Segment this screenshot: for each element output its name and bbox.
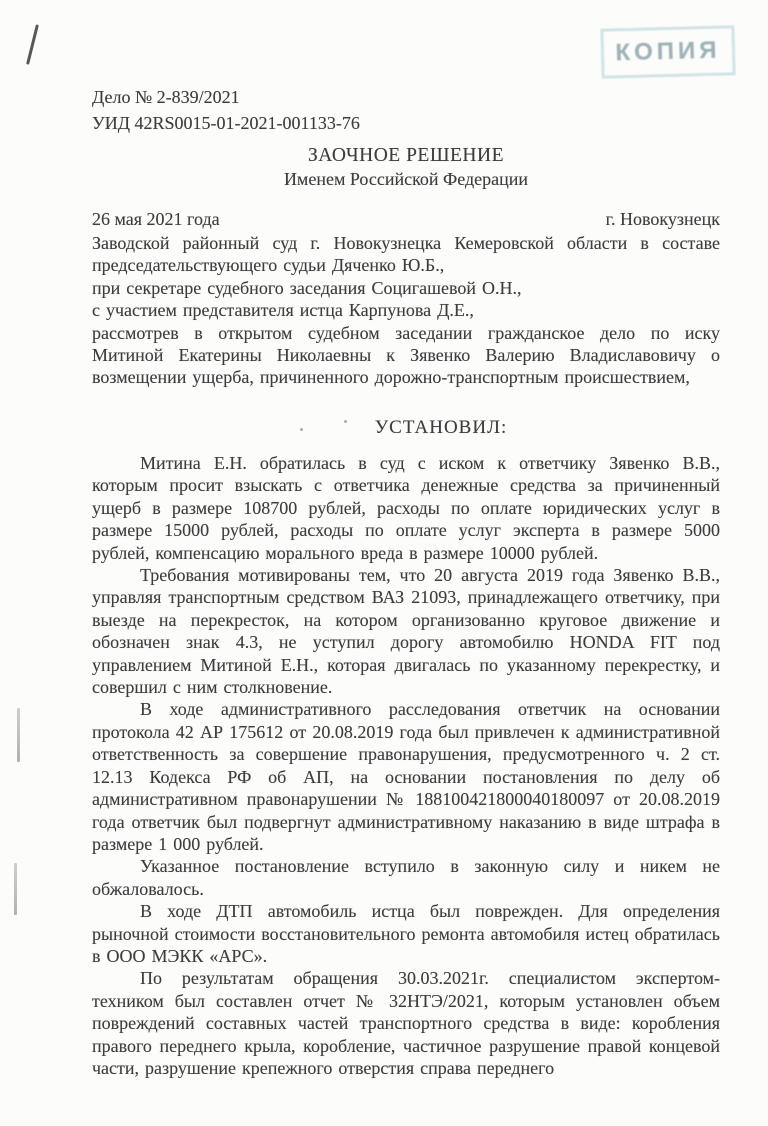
body-paragraph-administrative: В ходе административного расследования ответчик на основании протокола 42 АР 175612 от 20.08.2019 года был привлечен к административной ответственность за совершение правонарушения, предусмотренного ч. 2 ст. 12.13 Кодекса РФ об АП, на основании постановления по делу об административном правонарушении № 188100421800040180097 от 20.08.2019 года ответчик был подвергнут административному наказанию в виде штрафа в размере 1 000 рублей.	[92, 699, 720, 854]
scan-artifact-dash	[17, 708, 20, 762]
body-paragraph-damage: В ходе ДТП автомобиль истца был поврежден. Для определения рыночной стоимости восстановительного ремонта автомобиля истец обратилась в ООО МЭКК «АРС».	[92, 901, 720, 966]
case-header	[92, 84, 360, 136]
decision-date: 26 мая 2021 года	[92, 209, 220, 229]
decision-body	[92, 452, 720, 1079]
ink-dot	[344, 420, 347, 423]
document-title: ЗАОЧНОЕ РЕШЕНИЕ	[307, 145, 505, 166]
section-heading-ustanovil: УСТАНОВИЛ:	[374, 417, 508, 438]
court-composition-line: Заводской районный суд г. Новокузнецка Кемеровской области в составе председательствующего судьи Дяченко Ю.Б.,	[92, 233, 720, 276]
pen-slash-mark	[26, 24, 38, 64]
date-place-row	[92, 209, 720, 230]
case-uid: УИД 42RS0015-01-2021-001133-76	[92, 113, 360, 133]
decision-place: г. Новокузнецк	[605, 209, 720, 229]
copy-stamp: КОПИЯ	[600, 25, 735, 78]
intro-block	[92, 232, 720, 389]
body-paragraph-claim: Митина Е.Н. обратилась в суд с иском к ответчику Зявенко В.В., которым просит взыскать с ответчика денежные средства за причиненный ущерб в размере 108700 рублей, расходы по оплате юридических услуг в размере 15000 рублей, расходы по оплате услуг эксперта в размере 5000 рублей, компенсацию морального вреда в размере 10000 рублей.	[92, 453, 720, 563]
document-subtitle: Именем Российской Федерации	[283, 169, 529, 189]
case-description-line: рассмотрев в открытом судебном заседании гражданское дело по иску Митиной Екатерины Николаевны к Зявенко Валерию Владиславовичу о возмещении ущерба, причиненного дорожно-транспортным происшествием,	[92, 322, 720, 388]
scan-artifact-dash	[14, 863, 17, 915]
representative-line: с участием представителя истца Карпунова Д.Е.,	[92, 300, 474, 321]
secretary-line: при секретаре судебного заседания Социгашевой О.Н.,	[92, 277, 522, 298]
ink-dot	[300, 428, 303, 431]
body-paragraph-resolution: Указанное постановление вступило в законную силу и никем не обжаловалось.	[92, 856, 720, 899]
body-paragraph-accident: Требования мотивированы тем, что 20 августа 2019 года Зявенко В.В., управляя транспортным средством ВАЗ 21093, принадлежащего ответчику, при выезде на перекресток, на котором организованно круговое движение и обозначен знак 4.3, не уступил дорогу автомобилю HONDA FIT под управлением Митиной Е.Н., которая двигалась по указанному перекрестку, и совершил с ним столкновение.	[92, 565, 720, 698]
title-block	[92, 144, 720, 191]
body-paragraph-expert-report: По результатам обращения 30.03.2021г. специалистом экспертом-техником был составлен отчет № 32НТЭ/2021, которым установлен объем повреждений составных частей транспортного средства в виде: коробления правого переднего крыла, коробление, частичное разрушение правой концевой части, разрушение крепежного отверстия справа переднего	[92, 968, 720, 1078]
case-number: Дело № 2-839/2021	[92, 87, 240, 107]
